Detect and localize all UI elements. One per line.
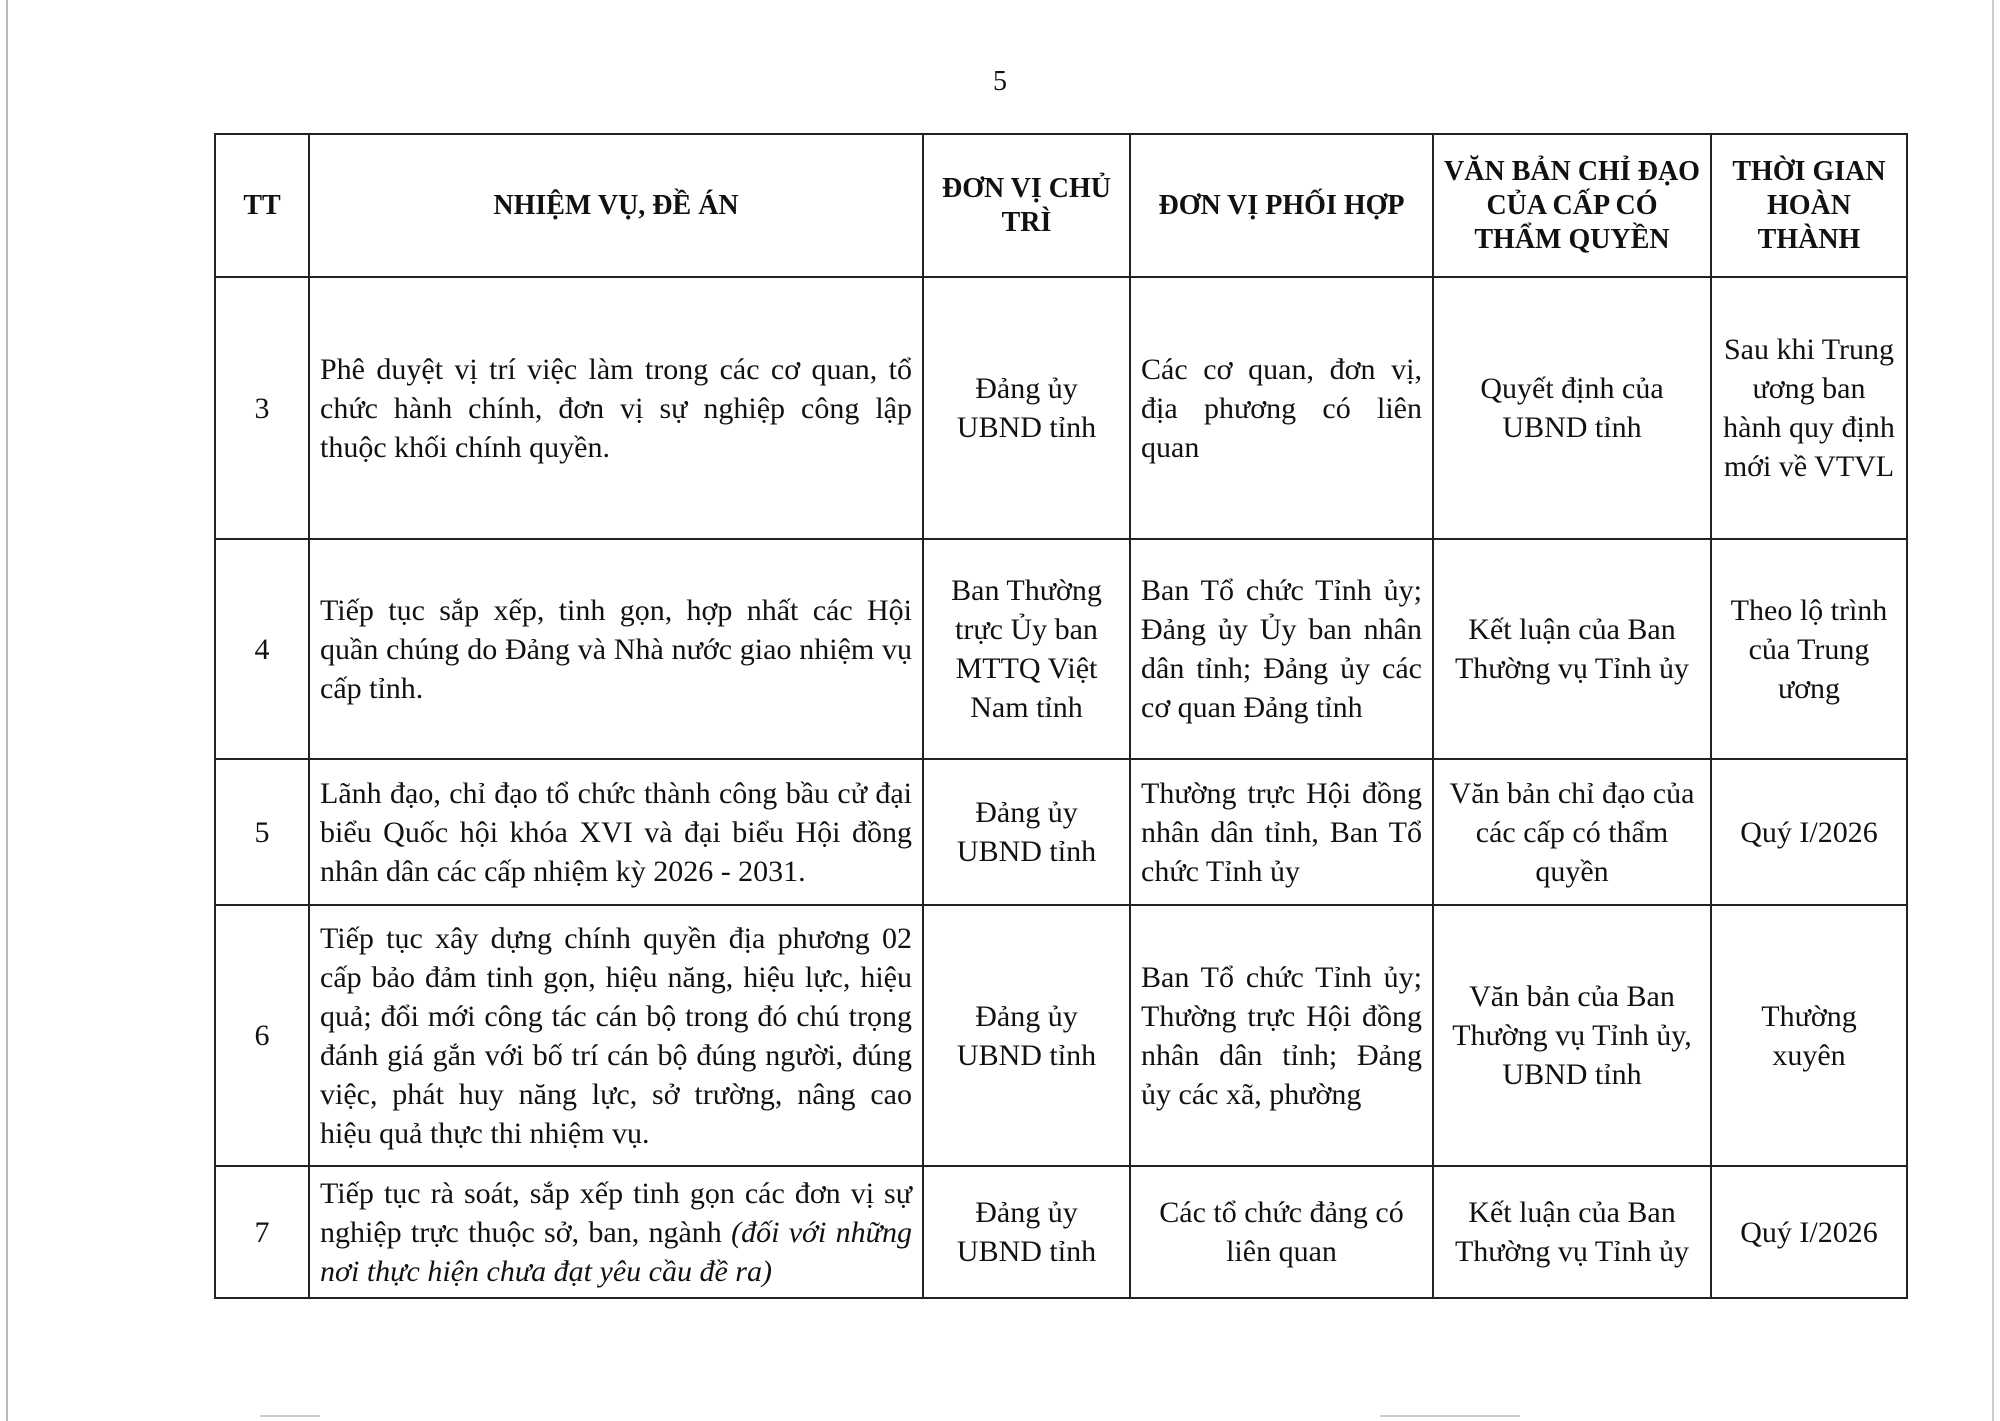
scan-left-edge [6,0,8,1421]
header-coop-unit: ĐƠN VỊ PHỐI HỢP [1130,134,1433,277]
cell-coop-unit: Các cơ quan, đơn vị, địa phương có liên quan [1130,277,1433,539]
cell-deadline: Quý I/2026 [1711,1166,1907,1298]
cell-tt: 7 [215,1166,309,1298]
table-row [215,905,1907,1166]
cell-tt: 5 [215,759,309,905]
task-text: Lãnh đạo, chỉ đạo tổ chức thành công bầu cử đại biểu Quốc hội khóa XVI và đại biểu Hội đồng nhân dân các cấp nhiệm kỳ 2026 - 2031. [320,776,912,888]
header-lead-unit: ĐƠN VỊ CHỦ TRÌ [923,134,1130,277]
table-header-row [215,134,1907,277]
cell-directive: Văn bản chỉ đạo của các cấp có thẩm quyền [1433,759,1711,905]
cell-directive: Kết luận của Ban Thường vụ Tỉnh ủy [1433,1166,1711,1298]
header-directive: VĂN BẢN CHỈ ĐẠO CỦA CẤP CÓ THẨM QUYỀN [1433,134,1711,277]
table-row [215,277,1907,539]
table-row [215,1166,1907,1298]
header-deadline: THỜI GIAN HOÀN THÀNH [1711,134,1907,277]
cell-task [309,759,923,905]
cell-directive: Quyết định của UBND tỉnh [1433,277,1711,539]
cell-task [309,539,923,759]
cell-coop-unit: Thường trực Hội đồng nhân dân tỉnh, Ban Tổ chức Tỉnh ủy [1130,759,1433,905]
task-text: Phê duyệt vị trí việc làm trong các cơ quan, tổ chức hành chính, đơn vị sự nghiệp công lập thuộc khối chính quyền. [320,352,912,464]
cell-deadline: Thường xuyên [1711,905,1907,1166]
scan-right-edge [1992,0,1994,1421]
cell-lead-unit: Đảng ủy UBND tỉnh [923,277,1130,539]
cell-deadline: Theo lộ trình của Trung ương [1711,539,1907,759]
cell-task [309,905,923,1166]
page-number: 5 [993,66,1007,97]
table-row [215,539,1907,759]
task-text: Tiếp tục rà soát, sắp xếp tinh gọn các đơn vị sự nghiệp trực thuộc sở, ban, ngành [320,1176,912,1249]
header-task: NHIỆM VỤ, ĐỀ ÁN [309,134,923,277]
cell-coop-unit: Các tổ chức đảng có liên quan [1130,1166,1433,1298]
cell-task [309,277,923,539]
cell-tt: 4 [215,539,309,759]
table-row [215,759,1907,905]
task-table [214,133,1908,1299]
cell-lead-unit: Đảng ủy UBND tỉnh [923,759,1130,905]
cell-directive: Kết luận của Ban Thường vụ Tỉnh ủy [1433,539,1711,759]
cell-lead-unit: Đảng ủy UBND tỉnh [923,1166,1130,1298]
cell-lead-unit: Đảng ủy UBND tỉnh [923,905,1130,1166]
cell-task [309,1166,923,1298]
cell-deadline: Sau khi Trung ương ban hành quy định mới về VTVL [1711,277,1907,539]
task-text: Tiếp tục xây dựng chính quyền địa phương 02 cấp bảo đảm tinh gọn, hiệu năng, hiệu lực, hiệu quả; đổi mới công tác cán bộ trong đó chú trọng đánh giá gắn với bố trí cán bộ đúng người, đúng việc, phát huy năng lực, sở trường, nâng cao hiệu quả thực thi nhiệm vụ. [320,921,912,1150]
header-tt: TT [215,134,309,277]
task-text: Tiếp tục sắp xếp, tinh gọn, hợp nhất các Hội quần chúng do Đảng và Nhà nước giao nhiệm vụ cấp tỉnh. [320,593,912,705]
scan-speck [1380,1415,1520,1417]
cell-tt: 3 [215,277,309,539]
cell-tt: 6 [215,905,309,1166]
cell-coop-unit: Ban Tổ chức Tỉnh ủy; Đảng ủy Ủy ban nhân dân tỉnh; Đảng ủy các cơ quan Đảng tỉnh [1130,539,1433,759]
task-italic-note: (đối với những nơi thực hiện chưa đạt yêu cầu đề ra) [320,1215,913,1288]
cell-coop-unit: Ban Tổ chức Tỉnh ủy; Thường trực Hội đồng nhân dân tỉnh; Đảng ủy các xã, phường [1130,905,1433,1166]
cell-deadline: Quý I/2026 [1711,759,1907,905]
cell-lead-unit: Ban Thường trực Ủy ban MTTQ Việt Nam tỉnh [923,539,1130,759]
scan-speck [260,1415,320,1417]
cell-directive: Văn bản của Ban Thường vụ Tỉnh ủy, UBND tỉnh [1433,905,1711,1166]
